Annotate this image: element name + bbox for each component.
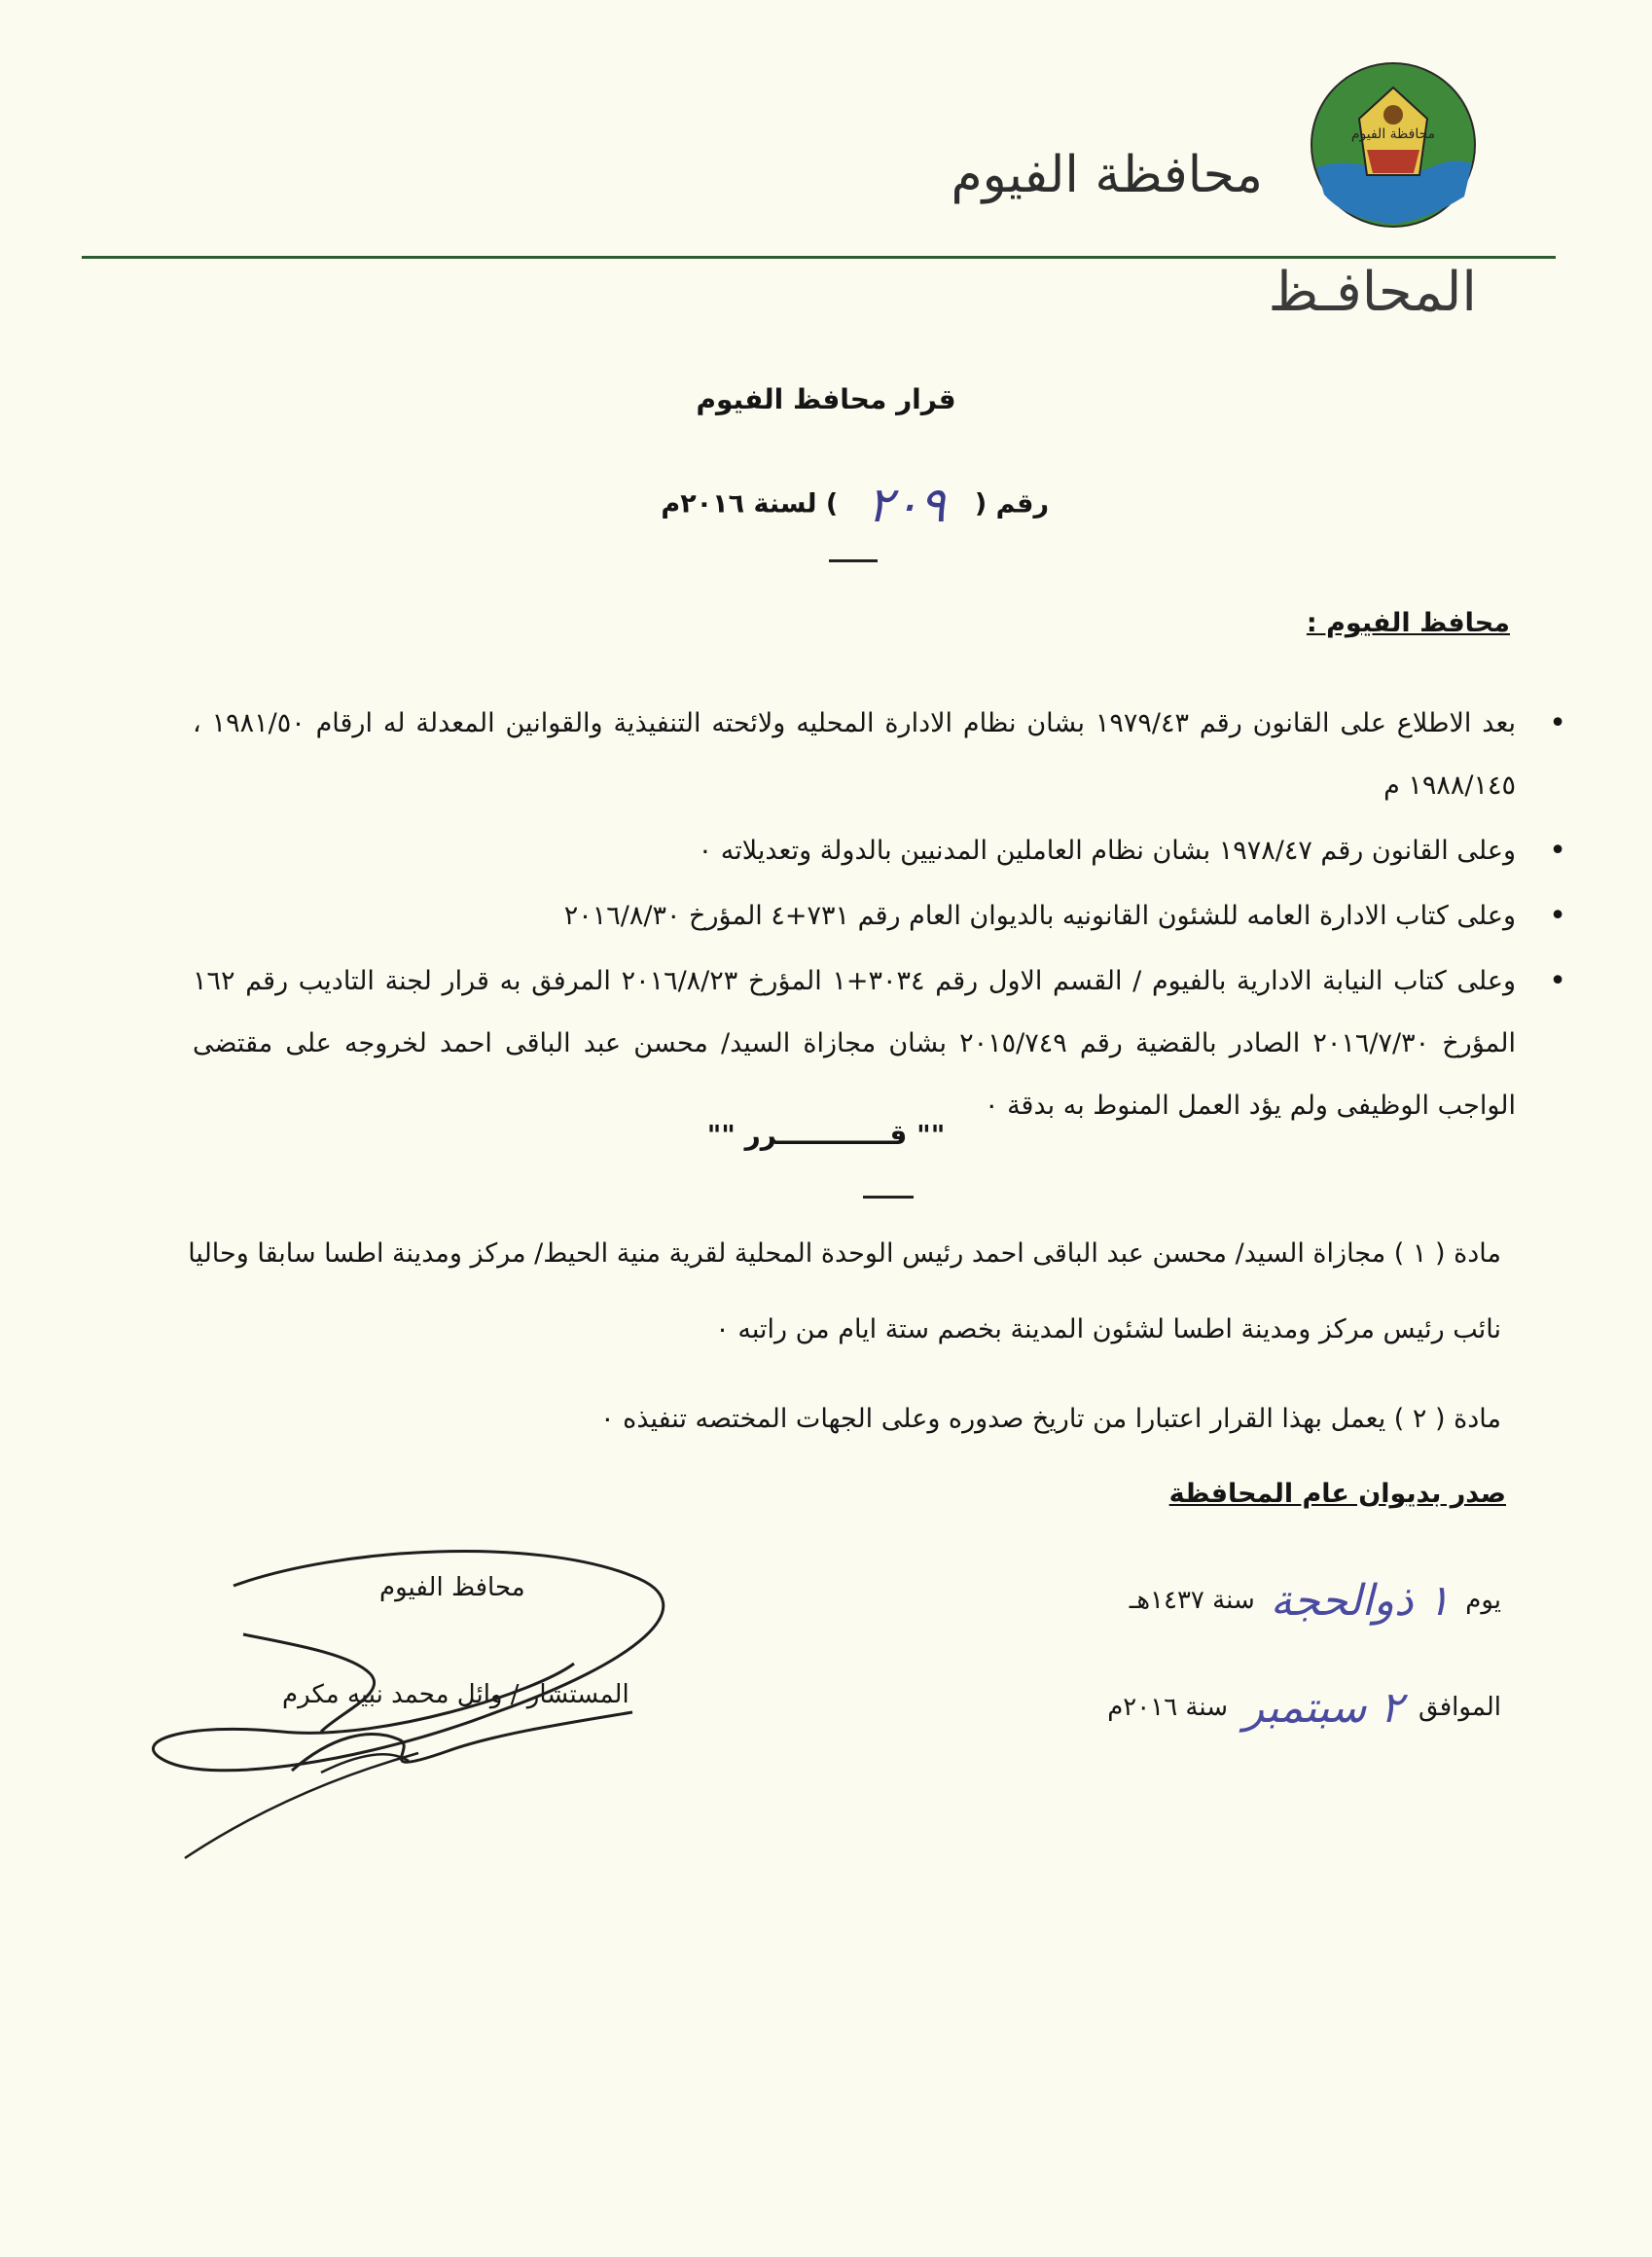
title-divider [829, 559, 878, 562]
gregorian-date-line [1107, 1683, 1501, 1733]
preamble-item: • وعلى كتاب النيابة الادارية بالفيوم / القسم الاول رقم ٣٠٣٤+١ المؤرخ ٢٠١٦/٨/٢٣ المرفق به قرار لجنة التاديب رقم ١٦٢ المؤرخ ٢٠١٦/٧/٣٠ الصادر بالقضية رقم ٢٠١٥/٧٤٩ بشان مجازاة السيد/ محسن عبد الباقى احمد لخروجه على مقتضى الواجب الوظيفى ولم يؤد العمل المنوط به بدقة ٠ [193, 950, 1516, 1137]
preamble-item: • بعد الاطلاع على القانون رقم ١٩٧٩/٤٣ بشان نظام الادارة المحليه ولائحته التنفيذية والقوانين المعدلة له ارقام ١٩٨١/٥٠ ، ١٩٨٨/١٤٥ م [193, 693, 1516, 817]
resolution-heading: "" قــــــــــــرر "" [706, 1119, 946, 1151]
article-1: مادة ( ١ ) مجازاة السيد/ محسن عبد الباقى احمد رئيس الوحدة المحلية لقرية منية الحيط/ مركز ومدينة اطسا سابقا وحاليا نائب رئيس مركز ومدينة اطسا لشئون المدينة بخصم ستة ايام من راتبه ٠ [188, 1238, 1501, 1344]
header-divider [82, 256, 1556, 259]
handwritten-signature [126, 1527, 769, 1897]
governorate-emblem [1309, 60, 1478, 230]
resolution-divider [863, 1196, 914, 1199]
handwritten-decision-number: ٢٠٩ [867, 477, 946, 533]
signatory-name: المستشار / وائل محمد نبيه مكرم [282, 1680, 629, 1709]
preamble-label: محافظ الفيوم : [1306, 608, 1510, 638]
handwritten-hijri-date: ١ ذوالحجة [1270, 1576, 1451, 1626]
svg-text:محافظة الفيوم: محافظة الفيوم [1350, 126, 1436, 142]
handwritten-gregorian-date: ٢ سبتمبر [1243, 1683, 1404, 1733]
signatory-office: محافظ الفيوم [379, 1573, 525, 1602]
issued-at: صدر بديوان عام المحافظة [1168, 1479, 1506, 1509]
article-2: مادة ( ٢ ) يعمل بهذا القرار اعتبارا من تاريخ صدوره وعلى الجهات المختصه تنفيذه ٠ [600, 1404, 1501, 1434]
office-title: المحافـظ [1268, 261, 1477, 324]
gregorian-label: الموافق [1419, 1693, 1501, 1722]
decision-title: قرار محافظ الفيوم [696, 383, 956, 415]
gregorian-year: سنة ٢٠١٦م [1107, 1693, 1228, 1722]
preamble-item: • وعلى القانون رقم ١٩٧٨/٤٧ بشان نظام العاملين المدنيين بالدولة وتعديلاته ٠ [193, 820, 1516, 882]
hijri-year: سنة ١٤٣٧هـ [1129, 1586, 1255, 1615]
decision-number-line [661, 477, 1049, 533]
hijri-label: يوم [1465, 1586, 1501, 1615]
hijri-date-line [1130, 1576, 1501, 1626]
preamble-item: • وعلى كتاب الادارة العامه للشئون القانونيه بالديوان العام رقم ٧٣١+٤ المؤرخ ٢٠١٦/٨/٣٠ [193, 885, 1516, 948]
preamble-list [193, 693, 1516, 1140]
number-prefix: رقم ( [974, 488, 1049, 519]
governorate-name: محافظة الفيوم [951, 146, 1263, 204]
number-suffix: ) لسنة ٢٠١٦م [661, 488, 839, 519]
